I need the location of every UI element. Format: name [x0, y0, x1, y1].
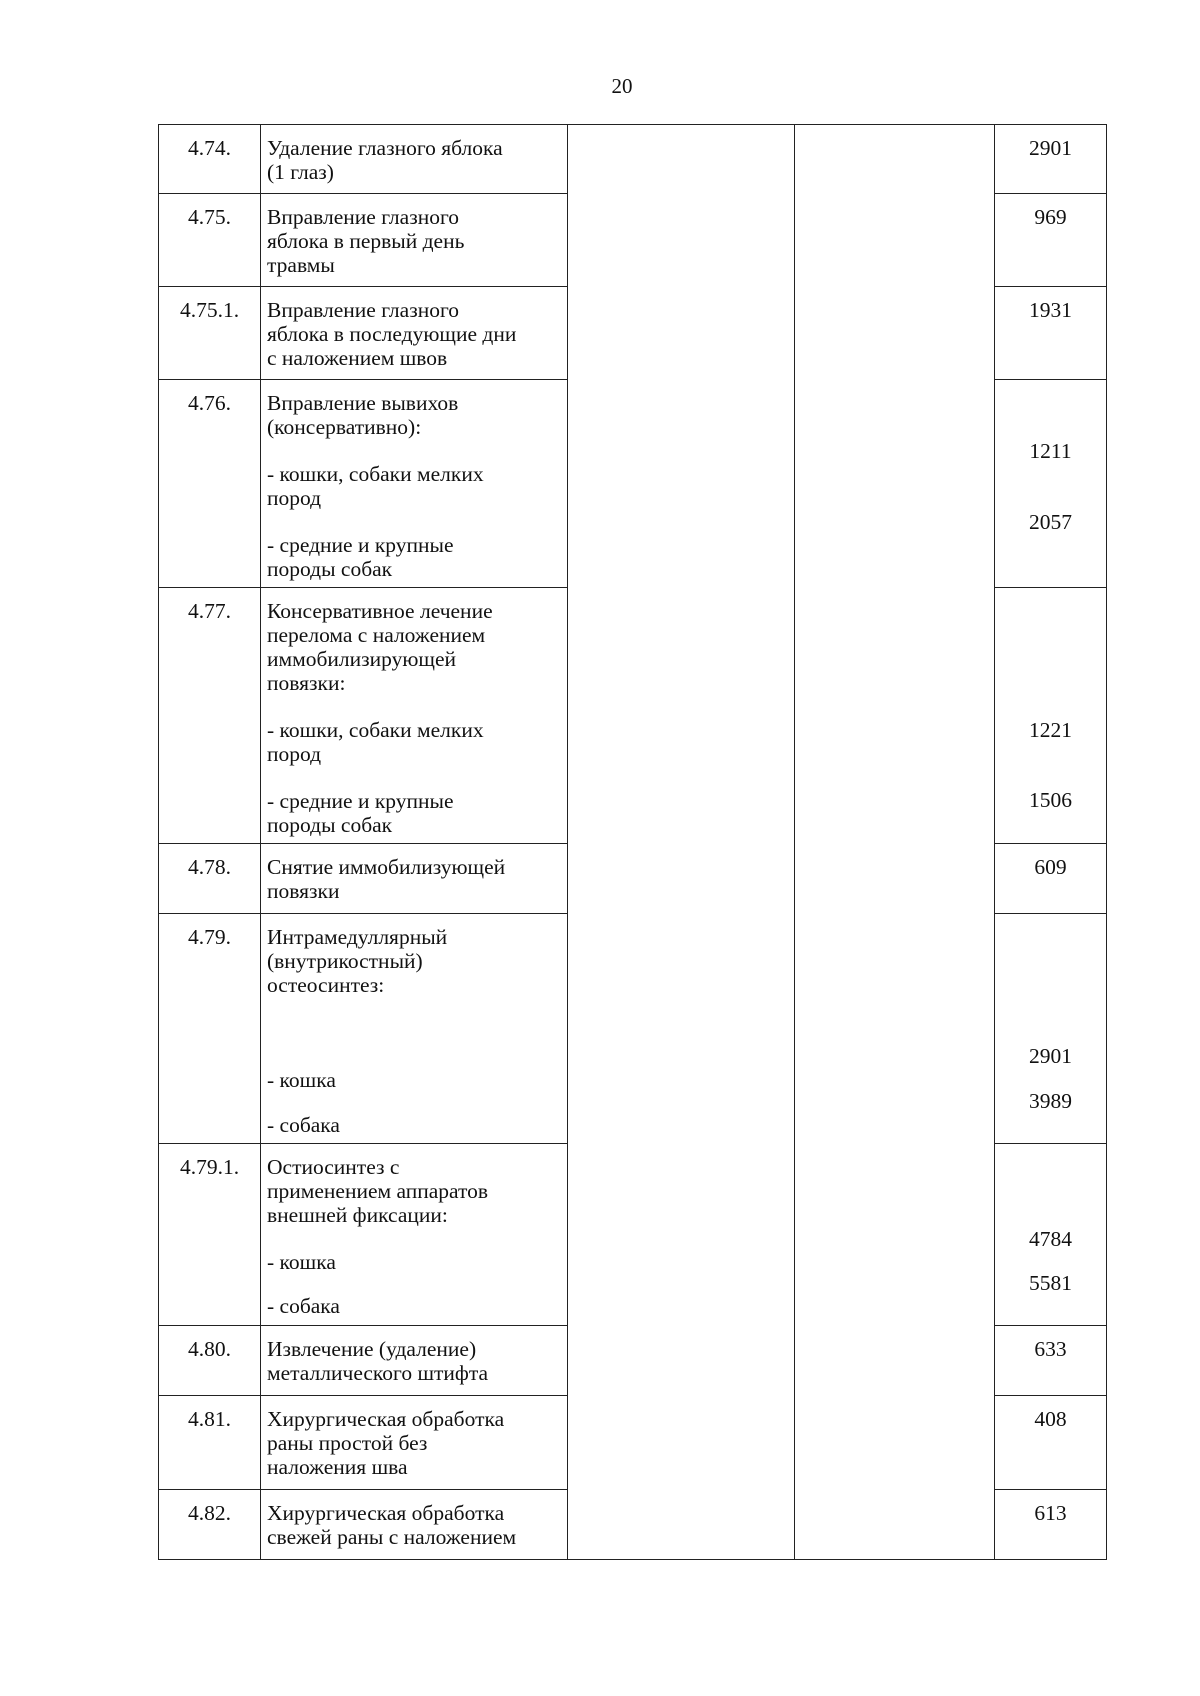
price: 408 — [995, 1396, 1107, 1490]
empty-cell — [568, 1490, 795, 1560]
table-row — [159, 125, 1107, 194]
sub-option: - собака — [267, 1113, 340, 1137]
sub-option: - кошка — [267, 1250, 336, 1274]
table-row — [159, 1326, 1107, 1396]
empty-cell — [568, 194, 795, 287]
table-row — [159, 194, 1107, 287]
price: 3989 — [1029, 1089, 1072, 1113]
services-price-table — [158, 124, 1107, 1560]
sub-option: - кошки, собаки мелких — [267, 718, 484, 742]
empty-cell — [568, 125, 795, 194]
price: 969 — [995, 194, 1107, 287]
price-group — [995, 588, 1107, 844]
table-row — [159, 588, 1107, 844]
item-code: 4.79.1. — [159, 1144, 261, 1326]
empty-cell — [795, 1396, 995, 1490]
table-row — [159, 844, 1107, 914]
table-row — [159, 287, 1107, 380]
empty-cell — [795, 1326, 995, 1396]
service-name: Снятие иммобилизующей повязки — [261, 844, 568, 914]
item-code: 4.80. — [159, 1326, 261, 1396]
item-code: 4.81. — [159, 1396, 261, 1490]
item-code: 4.77. — [159, 588, 261, 844]
empty-cell — [568, 1396, 795, 1490]
page-number: 20 — [611, 74, 633, 98]
table-row — [159, 380, 1107, 588]
service-name: Вправление глазного яблока в первый день травмы — [261, 194, 568, 287]
empty-cell — [795, 287, 995, 380]
item-code: 4.75.1. — [159, 287, 261, 380]
sub-option: - кошки, собаки мелких — [267, 462, 484, 486]
price: 1221 — [1029, 718, 1072, 742]
empty-cell — [795, 380, 995, 588]
service-name: Вправление глазного яблока в последующие дни с наложением швов — [261, 287, 568, 380]
empty-cell — [568, 588, 795, 844]
empty-cell — [795, 588, 995, 844]
service-name: Остиосинтез с применением аппаратов внешней фиксации: - кошка - собака — [261, 1144, 568, 1326]
item-code: 4.75. — [159, 194, 261, 287]
price: 1931 — [995, 287, 1107, 380]
empty-cell — [795, 844, 995, 914]
empty-cell — [795, 1144, 995, 1326]
sub-option: - средние и крупные — [267, 789, 454, 813]
empty-cell — [795, 125, 995, 194]
price: 633 — [995, 1326, 1107, 1396]
table-row — [159, 914, 1107, 1144]
price: 609 — [995, 844, 1107, 914]
service-name: Удаление глазного яблока (1 глаз) — [261, 125, 568, 194]
item-code: 4.79. — [159, 914, 261, 1144]
item-code: 4.74. — [159, 125, 261, 194]
price: 613 — [995, 1490, 1107, 1560]
empty-cell — [568, 287, 795, 380]
table-row — [159, 1490, 1107, 1560]
item-code: 4.76. — [159, 380, 261, 588]
sub-option: - средние и крупные — [267, 533, 454, 557]
price: 2901 — [1029, 1044, 1072, 1068]
service-name: Хирургическая обработка раны простой без наложения шва — [261, 1396, 568, 1490]
service-name: Интрамедуллярный (внутрикостный) остеосинтез: - кошка - собака — [261, 914, 568, 1144]
price: 2901 — [995, 125, 1107, 194]
empty-cell — [568, 380, 795, 588]
empty-cell — [568, 914, 795, 1144]
empty-cell — [568, 1144, 795, 1326]
sub-option: - собака — [267, 1294, 340, 1318]
empty-cell — [568, 844, 795, 914]
table-row — [159, 1144, 1107, 1326]
price: 1211 — [1029, 439, 1072, 463]
price-group — [995, 914, 1107, 1144]
price: 5581 — [1029, 1271, 1072, 1295]
price-group — [995, 1144, 1107, 1326]
empty-cell — [795, 914, 995, 1144]
service-name: Консервативное лечение перелома с наложением иммобилизирующей повязки: - кошки, собаки мелких пород - средние и крупные породы собак — [261, 588, 568, 844]
price: 2057 — [1029, 510, 1072, 534]
price: 1506 — [1029, 788, 1072, 812]
empty-cell — [568, 1326, 795, 1396]
empty-cell — [795, 1490, 995, 1560]
service-name: Вправление вывихов (консервативно): - кошки, собаки мелких пород - средние и крупные породы собак — [261, 380, 568, 588]
item-code: 4.78. — [159, 844, 261, 914]
service-name: Извлечение (удаление) металлического штифта — [261, 1326, 568, 1396]
price-group — [995, 380, 1107, 588]
price: 4784 — [1029, 1227, 1072, 1251]
service-name: Хирургическая обработка свежей раны с наложением — [261, 1490, 568, 1560]
table-row — [159, 1396, 1107, 1490]
sub-option: - кошка — [267, 1068, 336, 1092]
empty-cell — [795, 194, 995, 287]
item-code: 4.82. — [159, 1490, 261, 1560]
